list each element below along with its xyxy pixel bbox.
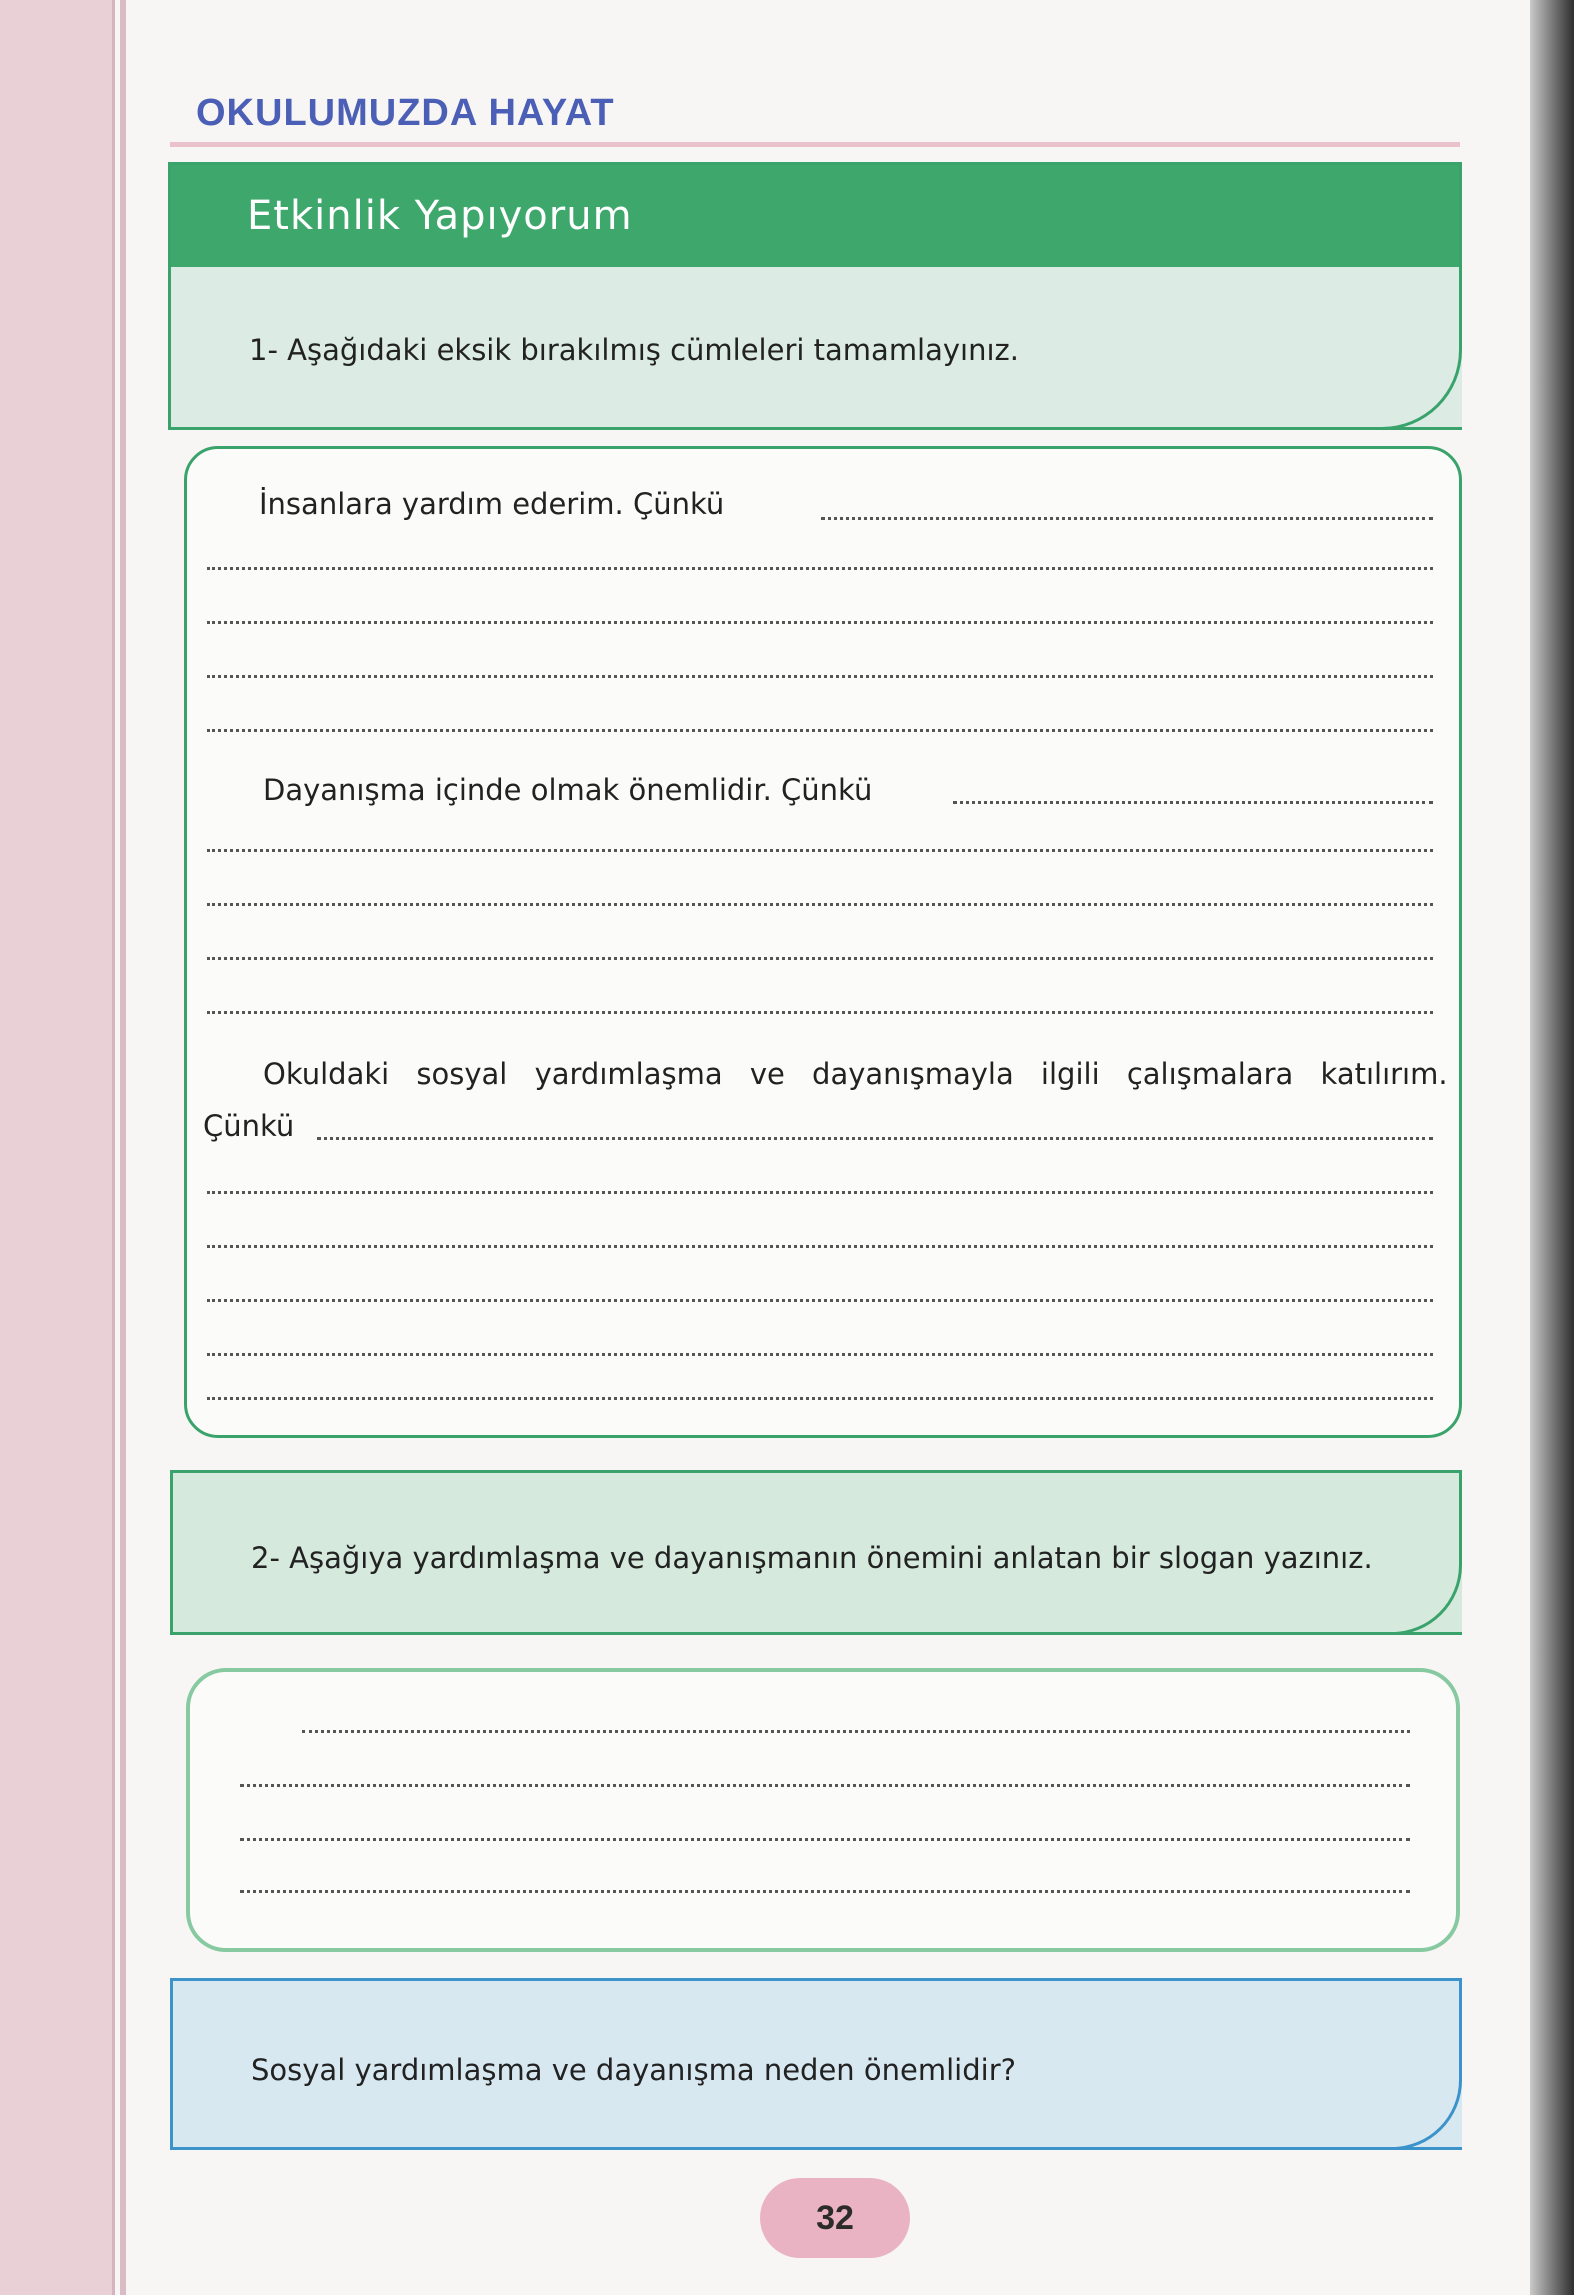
activity-title-band [171,165,1462,267]
answer-line[interactable] [240,1784,1410,1787]
answer-line[interactable] [821,517,1433,520]
answer-line[interactable] [207,849,1433,852]
answer-line[interactable] [302,1730,1410,1733]
answer-line[interactable] [317,1137,1433,1140]
sentence-3-continuation: Çünkü [203,1109,295,1143]
answer-line[interactable] [240,1838,1410,1841]
answer-box-1 [184,446,1462,1438]
sentence-2: Dayanışma içinde olmak önemlidir. Çünkü [263,773,873,807]
answer-line[interactable] [207,567,1433,570]
answer-line[interactable] [207,1191,1433,1194]
answer-line[interactable] [953,801,1433,804]
sentence-1: İnsanlara yardım ederim. Çünkü [259,487,725,521]
activity-header [168,162,1462,430]
answer-line[interactable] [207,621,1433,624]
page-binding-edge [1530,0,1574,2295]
answer-line[interactable] [240,1890,1410,1893]
answer-line[interactable] [207,903,1433,906]
question-3: Sosyal yardımlaşma ve dayanışma neden önemlidir? [251,2053,1017,2087]
header-rule [170,142,1460,147]
answer-line[interactable] [207,675,1433,678]
activity-title: Etkinlik Yapıyorum [247,193,633,239]
answer-line[interactable] [207,1299,1433,1302]
answer-line[interactable] [207,957,1433,960]
activity-corner-curve [1382,162,1462,430]
slogan-answer-box [186,1668,1460,1952]
answer-line[interactable] [207,1011,1433,1014]
question-3-corner-curve [1392,1978,1462,2150]
answer-line[interactable] [207,1353,1433,1356]
question-3-box [170,1978,1462,2150]
sentence-3: Okuldaki sosyal yardımlaşma ve dayanışmayla ilgili çalışmalara katılırım. [263,1057,1448,1091]
page-number: 32 [760,2178,910,2258]
answer-line[interactable] [207,1245,1433,1248]
question-2-corner-curve [1392,1470,1462,1635]
question-2-box [170,1470,1462,1635]
answer-line[interactable] [207,1397,1433,1400]
answer-line[interactable] [207,729,1433,732]
question-1: 1- Aşağıdaki eksik bırakılmış cümleleri tamamlayınız. [249,333,1019,367]
page-header-title: OKULUMUZDA HAYAT [196,92,615,134]
question-2: 2- Aşağıya yardımlaşma ve dayanışmanın önemini anlatan bir slogan yazınız. [251,1541,1373,1575]
page-margin-strip [0,0,115,2295]
